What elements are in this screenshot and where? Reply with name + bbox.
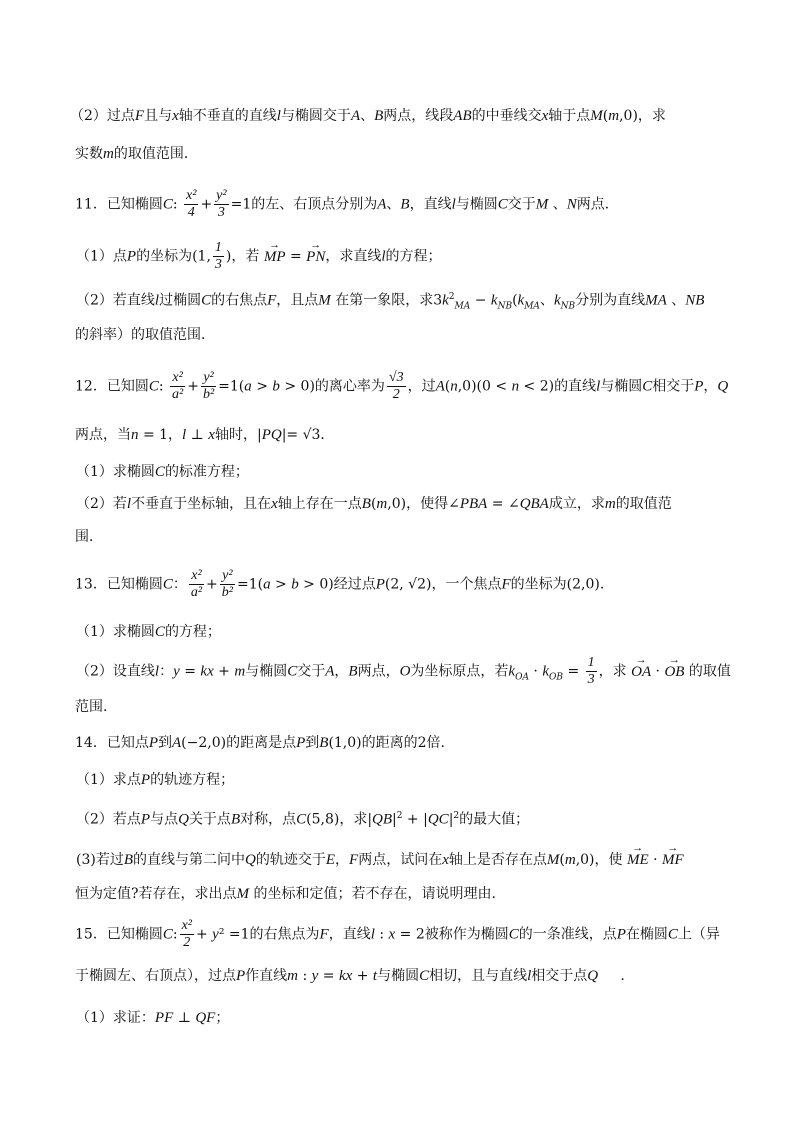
problem-10-part-2-line-2: 实数m的取值范围． [75, 146, 198, 162]
problem-13-stem: 13．已知椭圆C： $\frac{\text{x²}}{\text{a²}}$ + $\frac{\text{y²}}{\text{b²}}$ =1(a > b > 0)经过点P(2, √2)，一个焦点F的坐标为(2,0). [75, 568, 605, 600]
problem-14-stem: 14．已知点P到A(−2,0)的距离是点P到B(1,0)的距离的2倍. [75, 735, 445, 751]
problem-15-stem-line-2: 于椭圆左、右顶点），过点P作直线m : y = kx + t与椭圆C相切，且与直线l相交于点Q . [75, 968, 625, 984]
problem-11-part-2-line-2: 的斜率）的取值范围． [75, 327, 215, 343]
problem-10-part-2-line-1: （2）过点F且与x轴不垂直的直线l与椭圆交于A、B两点，线段AB的中垂线交x轴于点M(m,0)，求 [70, 108, 666, 124]
problem-14-part-3-line-1: (3)若过B的直线与第二问中Q的轨迹交于E，F两点，试问在x轴上是否存在点M(m,0)，使 → ME · → MF [76, 850, 684, 870]
problem-14-part-1: （1）求点P的轨迹方程； [76, 772, 235, 788]
problem-12-part-1: （1）求椭圆C的标准方程； [76, 464, 249, 480]
problem-11-part-1: （1）点P的坐标为(1, $\frac{1}{3}$ )，若 → MP = → PN，求直线l的方程； [76, 240, 442, 270]
problem-14-part-3-line-2: 恒为定值?若存在，求出点M 的坐标和定值；若不存在，请说明理由. [75, 886, 496, 902]
problem-12-stem-line-2: 两点，当n = 1，l ⊥ x轴时，|PQ|= √3． [75, 427, 335, 443]
problem-14-part-2: （2）若点P与点Q关于点B对称，点C(5,8)，求$|QB|^2 + |QC|^2$的最大值； [76, 811, 530, 828]
problem-13-part-2-line-2: 范围. [75, 699, 108, 715]
problem-12-stem: 12．已知圆C: $\frac{\text{x²}}{\text{a²}}$ + $\frac{\text{y²}}{\text{b²}}$ =1(a > b > 0)的离心率为 $\frac{√3}{2}$ ，过A(n,0)(0 < n < 2)的直线l与椭圆C相交于P，Q [75, 370, 729, 402]
problem-15-stem: 15．已知椭圆C: $\frac{\text{x²}}{2}$ + y² =1的右焦点为F，直线l : x = 2被称作为椭圆C的一条准线，点P在椭圆C上（异 [75, 918, 720, 950]
problem-12-part-2-line-2: 围． [75, 529, 103, 545]
problem-15-part-1: （1）求证：PF ⊥ QF； [76, 1010, 230, 1026]
problem-11-stem: 11．已知椭圆C: $\frac{\text{x²}}{4}$ + $\frac{\text{y²}}{3}$ =1的左、右顶点分别为A、B，直线l与椭圆C交于M 、N两点． [75, 188, 619, 220]
problem-13-part-1: （1）求椭圆C的方程； [76, 624, 221, 640]
problem-12-part-2-line-1: （2）若l不垂直于坐标轴，且在x轴上存在一点B(m,0)，使得∠PBA = ∠QBA成立，求m的取值范 [76, 496, 672, 512]
problem-11-part-2-line-1: （2）若直线l过椭圆C的右焦点F，且点M 在第一象限，求$3k^2_{MA} - k_{NB}(k_{MA}$、$k_{NB}$分别为直线MA 、NB [76, 292, 705, 312]
problem-13-part-2-line-1: （2）设直线l：y = kx + m与椭圆C交于A，B两点，O为坐标原点，若$k_{OA} \cdot k_{OB}$ = $\frac{1}{3}$ ，求 → OA · → OB 的取值 [76, 655, 731, 685]
